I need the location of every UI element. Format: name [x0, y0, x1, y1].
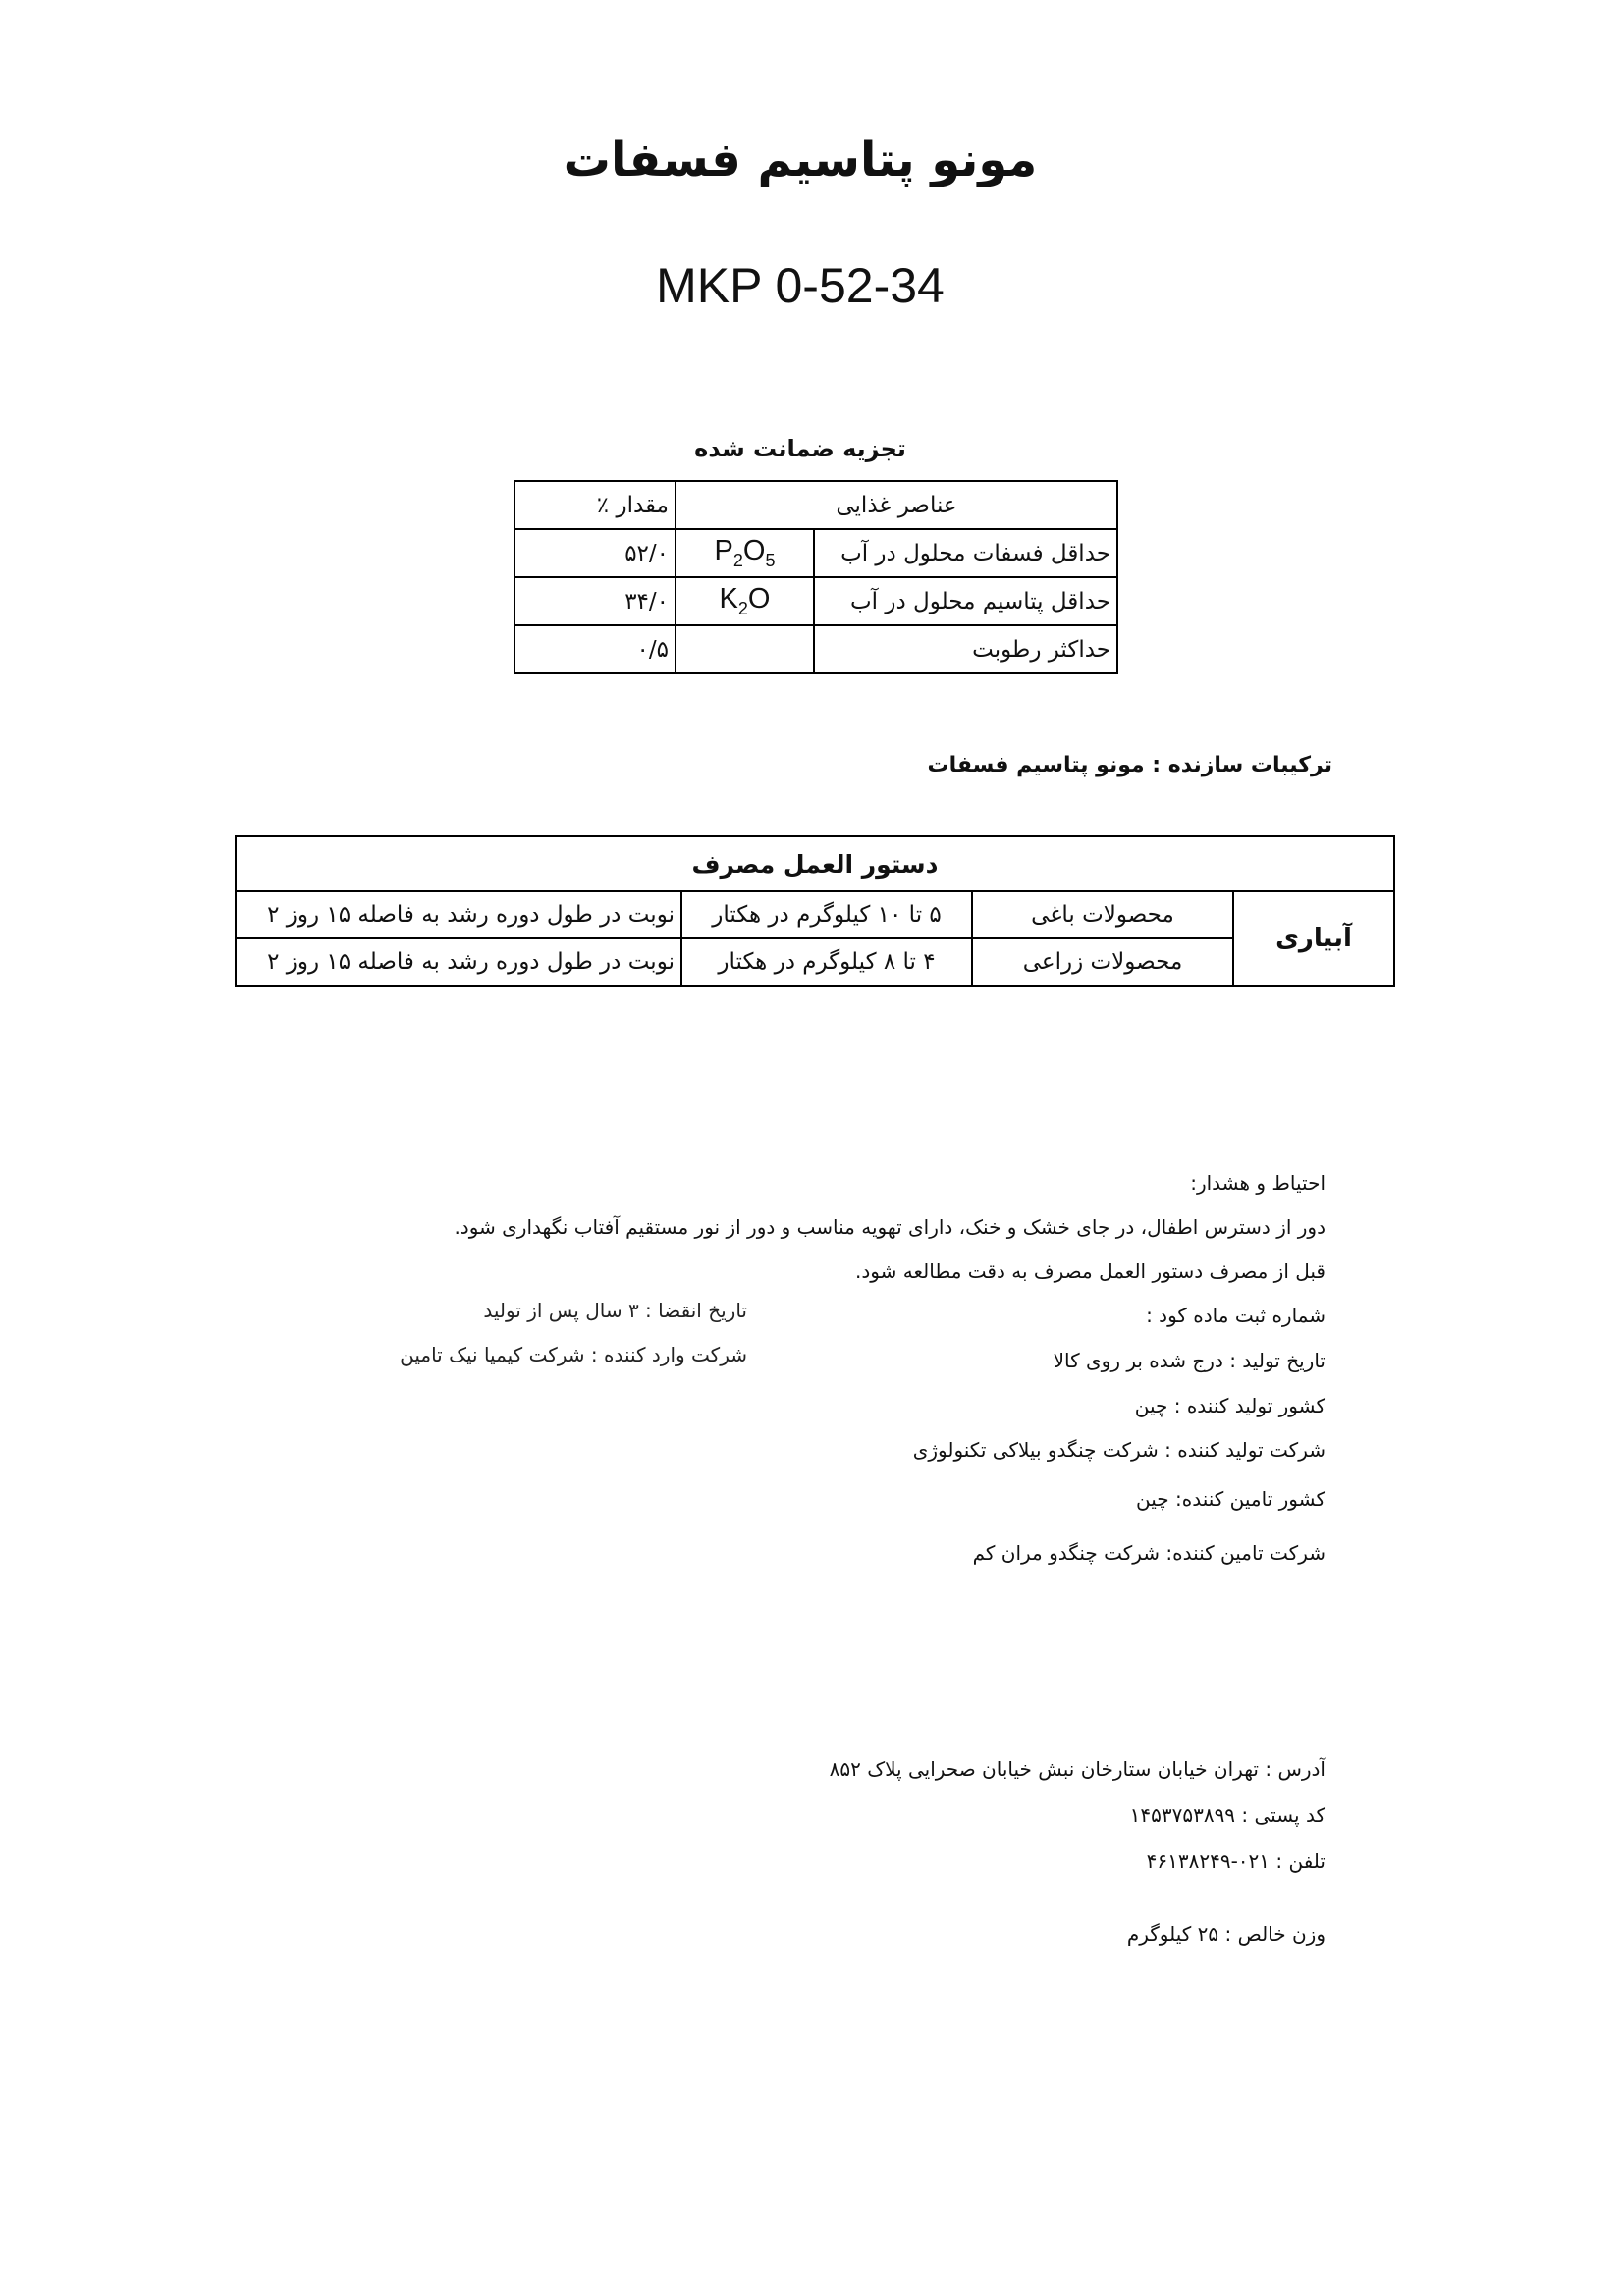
- nutrient-label: حداقل پتاسیم محلول در آب: [814, 577, 1117, 625]
- warning-line: قبل از مصرف دستور العمل مصرف به دقت مطالعه شود.: [855, 1259, 1325, 1283]
- table-header-row: [514, 481, 1117, 529]
- production-date: تاریخ تولید : درج شده بر روی کالا: [1053, 1349, 1325, 1372]
- nutrients-header: عناصر غذایی: [676, 481, 1117, 529]
- chemical-formula: [676, 625, 814, 673]
- dose: ۵ تا ۱۰ کیلوگرم در هکتار: [681, 891, 972, 938]
- table-row: [514, 529, 1117, 577]
- table-row: [514, 625, 1117, 673]
- nutrient-value: ۰/۵: [514, 625, 676, 673]
- nutrient-label: حداقل فسفات محلول در آب: [814, 529, 1117, 577]
- guaranteed-analysis-title: تجزیه ضمانت شده: [694, 435, 906, 462]
- timing: نوبت در طول دوره رشد به فاصله ۱۵ روز ۲: [236, 891, 681, 938]
- postal-code: کد پستی : ۱۴۵۳۷۵۳۸۹۹: [1129, 1803, 1325, 1827]
- formula-subscript: 5: [765, 550, 776, 570]
- formula-part: O: [747, 583, 771, 615]
- net-weight: وزن خالص : ۲۵ کیلوگرم: [1126, 1922, 1325, 1946]
- formula-subscript: 2: [737, 598, 748, 618]
- formula-part: K: [719, 583, 738, 615]
- table-header-row: [236, 836, 1394, 891]
- ingredients-line: ترکیبات سازنده : مونو پتاسیم فسفات: [927, 753, 1332, 777]
- crop-type: محصولات زراعی: [972, 938, 1233, 986]
- usage-instructions-table: [235, 835, 1395, 987]
- application-method: آبیاری: [1233, 891, 1394, 986]
- warning-line: دور از دسترس اطفال، در جای خشک و خنک، دارای تهویه مناسب و دور از نور مستقیم آفتاب نگهداری شود.: [454, 1215, 1325, 1239]
- nutrient-value: ۵۲/۰: [514, 529, 676, 577]
- table-row: [236, 891, 1394, 938]
- formula-part: P: [714, 535, 733, 567]
- product-code: MKP 0-52-34: [656, 258, 945, 313]
- usage-title: دستور العمل مصرف: [236, 836, 1394, 891]
- supplier-country: کشور تامین کننده: چین: [1136, 1487, 1325, 1511]
- supplier-company: شرکت تامین کننده: شرکت چنگدو مران کم: [972, 1541, 1325, 1565]
- timing: نوبت در طول دوره رشد به فاصله ۱۵ روز ۲: [236, 938, 681, 986]
- formula-part: O: [742, 535, 766, 567]
- product-title: مونو پتاسیم فسفات: [563, 133, 1038, 187]
- crop-type: محصولات باغی: [972, 891, 1233, 938]
- guaranteed-analysis-table: [514, 480, 1118, 674]
- chemical-formula: [676, 529, 814, 577]
- nutrient-value: ۳۴/۰: [514, 577, 676, 625]
- table-row: [514, 577, 1117, 625]
- table-row: [236, 938, 1394, 986]
- producer-country: کشور تولید کننده : چین: [1134, 1394, 1325, 1417]
- formula-subscript: 2: [732, 550, 743, 570]
- amount-header: مقدار ٪: [514, 481, 676, 529]
- phone-number: تلفن : ۰۲۱-۴۶۱۳۸۲۴۹: [1146, 1849, 1325, 1873]
- warnings-title: احتیاط و هشدار:: [1190, 1171, 1325, 1195]
- address: آدرس : تهران خیابان ستارخان نبش خیابان صحرایی پلاک ۸۵۲: [829, 1757, 1325, 1781]
- importer-company: شرکت وارد کننده : شرکت کیمیا نیک تامین: [400, 1343, 747, 1366]
- producer-company: شرکت تولید کننده : شرکت چنگدو بیلاکی تکنولوژی: [912, 1438, 1325, 1462]
- chemical-formula: [676, 577, 814, 625]
- dose: ۴ تا ۸ کیلوگرم در هکتار: [681, 938, 972, 986]
- registration-number: شماره ثبت ماده کود :: [1146, 1304, 1325, 1327]
- nutrient-label: حداکثر رطوبت: [814, 625, 1117, 673]
- expiry-date: تاریخ انقضا : ۳ سال پس از تولید: [483, 1299, 747, 1322]
